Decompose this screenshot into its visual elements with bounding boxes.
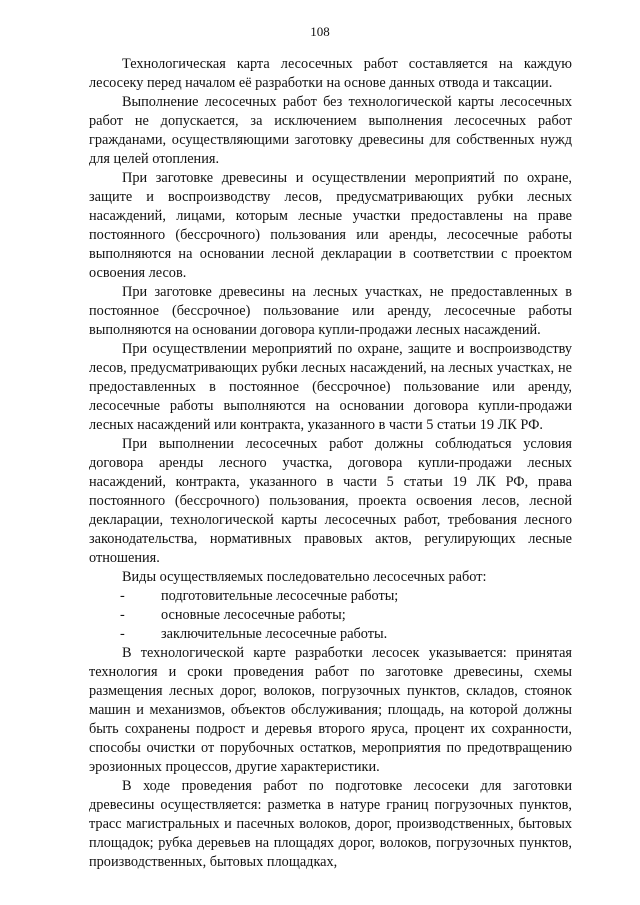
list-dash: - xyxy=(120,626,125,642)
list-dash: - xyxy=(120,607,125,623)
list-item xyxy=(89,625,572,644)
list-item xyxy=(89,587,572,606)
paragraph-site-preparation: В ходе проведения работ по подготовке лесосеки для заготовки древесины осуществляется: разметка в натуре границ погрузочных пунктов, трасс магистральных и пасечных волоков, дорог, производственных, бытовых площадок; рубка деревьев на площадях дорог, волоков, погрузочных пунктов, производственных, бытовых площадках, xyxy=(89,778,572,870)
paragraph-compliance-conditions: При выполнении лесосечных работ должны соблюдаться условия договора аренды лесного участка, договора купли-продажи лесных насаждений, контракта, указанного в части 5 статьи 19 ЛК РФ, права постоянного (бессрочного) пользования, проекта освоения лесов, лесной декларации, технологической карты лесосечных работ, требования лесного законодательства, нормативных правовых актов, регулирующих лесные отношения. xyxy=(89,436,572,566)
paragraph-forest-declaration: При заготовке древесины и осуществлении мероприятий по охране, защите и воспроизводству лесов, предусматривающих рубки лесных насаждений, лицами, которым лесные участки предоставлены на праве постоянного (бессрочного) пользования или аренды, лесосечные работы выполняются на основании лесной декларации в соответствии с проектом освоения лесов. xyxy=(89,170,572,281)
list-item xyxy=(89,606,572,625)
page-body xyxy=(89,55,572,872)
list-item-text: заключительные лесосечные работы. xyxy=(161,626,388,642)
list-item-text: подготовительные лесосечные работы; xyxy=(161,588,399,604)
list-item-text: основные лесосечные работы; xyxy=(161,607,346,623)
paragraph-work-types-intro: Виды осуществляемых последовательно лесосечных работ: xyxy=(122,569,487,585)
paragraph-tech-map-contents: В технологической карте разработки лесосек указывается: принятая технология и сроки проведения работ по заготовке древесины, схемы размещения лесных дорог, волоков, погрузочных пунктов, складов, стоянок машин и механизмов, объектов обслуживания; площадь, на которой должны быть сохранены подрост и деревья второго яруса, процент их сохранности, способы очистки от порубочных остатков, мероприятия по предотвращению эрозионных процессов, другие характеристики. xyxy=(89,645,572,775)
paragraph-protection-measures: При осуществлении мероприятий по охране, защите и воспроизводству лесов, предусматривающих рубки лесных насаждений, на лесных участках, не предоставленных в постоянное (бессрочное) пользование или аренду, лесосечные работы выполняются на основании договора купли-продажи лесных насаждений или контракта, указанного в части 5 статьи 19 ЛК РФ. xyxy=(89,341,572,433)
list-dash: - xyxy=(120,588,125,604)
paragraph-tech-map: Технологическая карта лесосечных работ составляется на каждую лесосеку перед началом её разработки на основе данных отвода и таксации. xyxy=(89,56,572,91)
paragraph-no-map-prohibited: Выполнение лесосечных работ без технологической карты лесосечных работ не допускается, за исключением выполнения лесосечных работ гражданами, осуществляющими заготовку древесины для собственных нужд для целей отопления. xyxy=(89,94,572,167)
work-types-list xyxy=(89,587,572,644)
page-number: 108 xyxy=(310,24,330,39)
paragraph-purchase-contract: При заготовке древесины на лесных участках, не предоставленных в постоянное (бессрочное) пользование или аренду, лесосечные работы выполняются на основании договора купли-продажи лесных насаждений. xyxy=(89,284,572,338)
